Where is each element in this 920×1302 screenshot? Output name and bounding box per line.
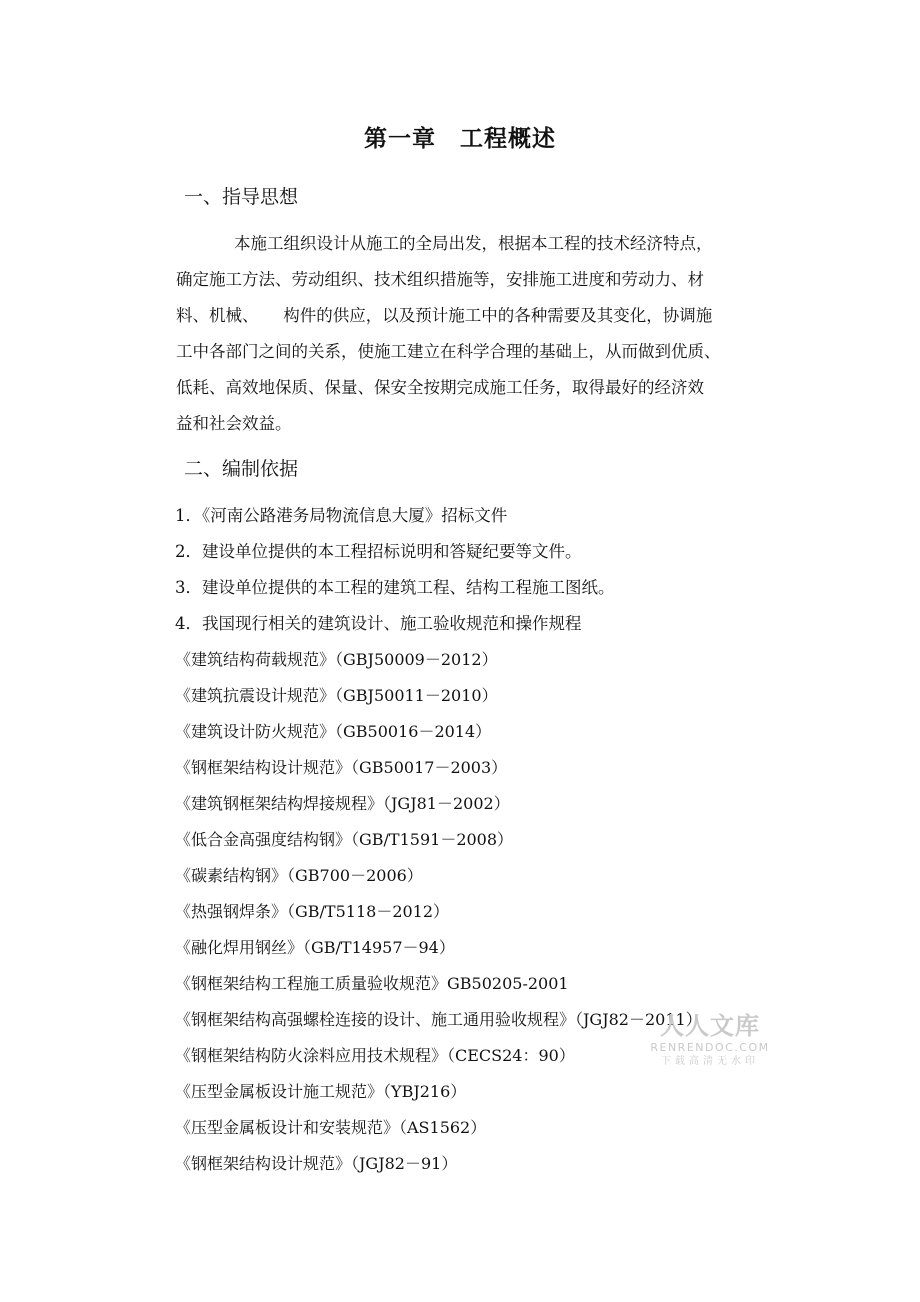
paragraph-line: 益和社会效益。 (176, 414, 292, 433)
standard-item: 《融化焊用钢丝》（GB/T14957－94） (175, 938, 455, 957)
standard-item: 《压型金属板设计和安装规范》（AS1562） (175, 1118, 487, 1137)
watermark-domain: RENRENDOC.COM (650, 1041, 770, 1054)
standard-item: 《钢框架结构高强螺栓连接的设计、施工通用验收规程》（JGJ82－2011） (175, 1010, 702, 1029)
watermark-logo (648, 1012, 772, 1078)
basis-item: 2．建设单位提供的本工程招标说明和答疑纪要等文件。 (175, 542, 582, 561)
basis-list (175, 498, 815, 1182)
standard-item: 《建筑钢框架结构焊接规程》（JGJ81－2002） (175, 794, 510, 813)
standard-item: 《建筑设计防火规范》（GB50016－2014） (175, 722, 492, 741)
chapter-title: 第一章 工程概述 (364, 126, 556, 152)
standard-item: 《建筑结构荷载规范》（GBJ50009－2012） (175, 650, 498, 669)
paragraph-line: 本施工组织设计从施工的全局出发，根据本工程的技术经济特点， (234, 234, 713, 253)
standard-item: 《压型金属板设计施工规范》（YBJ216） (175, 1082, 467, 1101)
standard-item: 《碳素结构钢》（GB700－2006） (175, 866, 423, 885)
paragraph-line: 确定施工方法、劳动组织、技术组织措施等，安排施工进度和劳动力、材 (176, 270, 704, 289)
section-heading-basis: 二、编制依据 (184, 458, 299, 480)
paragraph-line: 工中各部门之间的关系，使施工建立在科学合理的基础上，从而做到优质、 (176, 342, 721, 361)
standard-item: 《钢框架结构设计规范》（GB50017－2003） (175, 758, 508, 777)
standard-item: 《建筑抗震设计规范》（GBJ50011－2010） (175, 686, 498, 705)
watermark-tagline: 下载高清无水印 (661, 1056, 759, 1067)
guiding-idea-paragraph (176, 226, 776, 442)
basis-item: 3．建设单位提供的本工程的建筑工程、结构工程施工图纸。 (175, 578, 615, 597)
basis-item: 4．我国现行相关的建筑设计、施工验收规范和操作规程 (175, 614, 582, 633)
standard-item: 《热强钢焊条》（GB/T5118－2012） (175, 902, 450, 921)
standard-item: 《钢框架结构防火涂料应用技术规程》（CECS24：90） (175, 1046, 575, 1065)
paragraph-line: 料、机械、 构件的供应，以及预计施工中的各种需要及其变化，协调施 (176, 306, 713, 325)
basis-item: 1．《河南公路港务局物流信息大厦》招标文件 (175, 506, 508, 525)
watermark-logo-text: 人人文库 (660, 1012, 760, 1040)
standard-item: 《钢框架结构工程施工质量验收规范》GB50205-2001 (175, 974, 569, 993)
paragraph-line: 低耗、高效地保质、保量、保安全按期完成施工任务，取得最好的经济效 (176, 378, 704, 397)
standard-item: 《钢框架结构设计规范》（JGJ82－91） (175, 1154, 458, 1173)
section-heading-guiding-idea: 一、指导思想 (184, 186, 299, 208)
standard-item: 《低合金高强度结构钢》（GB/T1591－2008） (175, 830, 514, 849)
